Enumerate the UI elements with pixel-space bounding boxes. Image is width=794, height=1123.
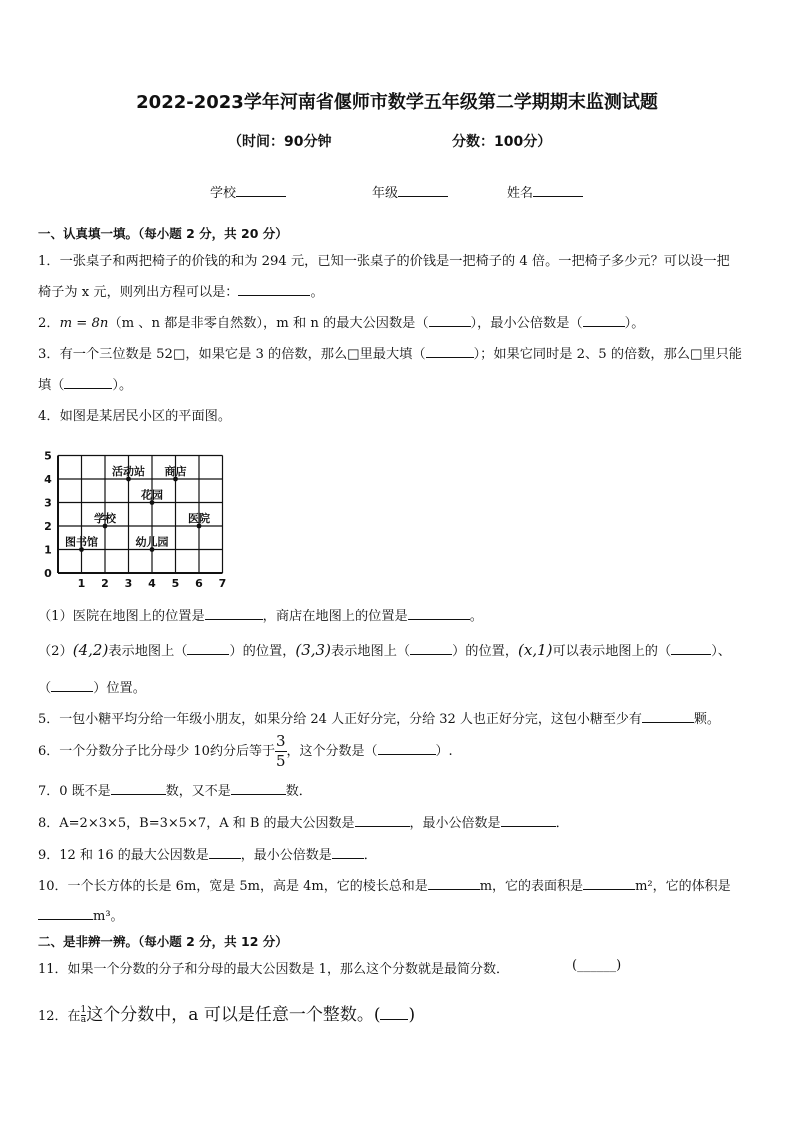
x-tick-label: 4 [148, 577, 156, 590]
x-tick-label: 1 [77, 577, 86, 590]
exam-time: （时间：90分钟 [228, 134, 332, 150]
coordinate-3-3: (3,3) [295, 641, 331, 659]
coordinate-4-2: (4,2) [72, 641, 109, 659]
place-label: 幼儿园 [135, 535, 169, 549]
place-label: 学校 [94, 512, 116, 525]
y-tick-label: 2 [44, 520, 52, 533]
answer-blank[interactable] [209, 845, 241, 859]
community-map [40, 440, 240, 590]
answer-blank[interactable] [380, 1002, 408, 1020]
place-label: 花园 [141, 488, 163, 502]
place-label: 商店 [164, 465, 187, 478]
answer-blank[interactable] [64, 375, 112, 389]
name-label: 姓名 [507, 186, 534, 201]
school-label: 学校 [210, 186, 237, 201]
y-tick-label: 1 [44, 543, 52, 557]
question-1-line-1: 1．一张桌子和两把椅子的价钱的和为 294 元，已知一张桌子的价钱是一把椅子的 4 倍。一把椅子多少元？可以设一把 [38, 254, 730, 269]
y-tick-label: 3 [44, 496, 52, 510]
question-5: 5．一包小糖平均分给一年级小朋友，如果分给 24 人正好分完，分给 32 人也正好分完，这包小糖至少有 颗。 [38, 708, 720, 727]
grade-blank[interactable] [398, 183, 448, 197]
answer-blank[interactable] [410, 641, 452, 655]
question-4-intro: 4．如图是某居民小区的平面图。 [38, 409, 232, 424]
grade-field[interactable] [372, 182, 448, 201]
question-3-line-1: 3．有一个三位数是 52□，如果它是 3 的倍数，那么□里最大填（ ）；如果它同时是 2、5 的倍数，那么□里只能 [38, 343, 742, 362]
question-10-line-2: m³。 [38, 905, 124, 924]
map-places [65, 464, 210, 552]
answer-blank[interactable] [642, 709, 694, 723]
answer-blank[interactable] [378, 741, 436, 755]
answer-blank[interactable] [428, 876, 480, 890]
answer-blank[interactable] [111, 781, 166, 795]
fraction-three-fifths: $\frac{3}{5}$ [275, 732, 286, 770]
page-title: 2022-2023学年河南省偃师市数学五年级第二学期期末监测试题 [136, 92, 658, 113]
answer-blank[interactable] [426, 344, 474, 358]
answer-blank[interactable] [205, 606, 263, 620]
question-3-line-2: 填（ ）。 [38, 374, 132, 393]
question-2: 2．m = 8n（m 、n 都是非零自然数），m 和 n 的最大公因数是（ ），最小公倍数是（ ）。 [38, 312, 644, 331]
question-4-part-2-line-2: （ ）位置。 [38, 677, 146, 696]
answer-blank[interactable] [355, 813, 410, 827]
question-11: 11．如果一个分数的分子和分母的最大公因数是 1，那么这个分数就是最简分数． [38, 962, 509, 977]
answer-blank[interactable] [332, 845, 364, 859]
math-expression: m = 8n [59, 316, 109, 331]
place-label: 图书馆 [65, 535, 98, 549]
fraction-one-over-a: $\frac{1}{a}$ [80, 1005, 87, 1025]
section-2-heading: 二、是非辨一辨。（每小题 2 分，共 12 分） [38, 934, 288, 949]
question-1-line-2: 椅子为 x 元，则列出方程可以是： 。 [38, 281, 324, 300]
name-field[interactable] [507, 182, 583, 201]
x-tick-label: 3 [124, 577, 133, 590]
answer-blank[interactable] [231, 781, 286, 795]
school-blank[interactable] [236, 183, 286, 197]
question-10-line-1: 10．一个长方体的长是 6m，宽是 5m，高是 4m，它的棱长总和是 m，它的表面积是 m²，它的体积是 [38, 875, 731, 894]
place-label: 医院 [188, 512, 210, 525]
name-blank[interactable] [533, 183, 583, 197]
answer-blank[interactable] [583, 313, 625, 327]
place-label: 活动站 [112, 465, 145, 478]
question-12: 12．在 $\frac{1}{a}$ 这个分数中，a 可以是任意一个整数。( ) [38, 1000, 415, 1025]
school-field[interactable] [210, 182, 286, 201]
question-4-part-1: （1）医院在地图上的位置是 ，商店在地图上的位置是 。 [38, 605, 483, 624]
question-11-answer-blank[interactable]: (______) [572, 958, 622, 973]
answer-blank[interactable] [51, 678, 93, 692]
grade-label: 年级 [372, 186, 399, 201]
answer-blank[interactable] [187, 641, 229, 655]
y-tick-label: 5 [44, 449, 52, 463]
x-tick-label: 0 [44, 567, 52, 580]
question-4-part-2: （2）(4,2)表示地图上（ ）的位置，(3,3)表示地图上（ ）的位置，(x,1)可以表示地图上的（ ）、 [38, 641, 731, 659]
coordinate-x-1: (x,1) [518, 641, 553, 659]
answer-blank[interactable] [38, 906, 93, 920]
x-tick-label: 2 [101, 577, 109, 590]
y-tick-label: 4 [44, 473, 52, 486]
section-1-heading: 一、认真填一填。（每小题 2 分，共 20 分） [38, 226, 288, 241]
question-9: 9．12 和 16 的最大公因数是 ，最小公倍数是 ． [38, 844, 377, 863]
answer-blank[interactable] [238, 282, 310, 296]
answer-blank[interactable] [501, 813, 556, 827]
question-7: 7．0 既不是 数，又不是 数． [38, 780, 312, 799]
answer-blank[interactable] [583, 876, 635, 890]
x-tick-label: 6 [195, 577, 203, 590]
question-8: 8．A=2×3×5，B=3×5×7，A 和 B 的最大公因数是 ，最小公倍数是 ． [38, 812, 569, 831]
x-tick-label: 5 [171, 577, 180, 590]
answer-blank[interactable] [671, 641, 711, 655]
exam-score: 分数：100分） [452, 134, 552, 150]
question-6: 6．一个分数分子比分母少 10约分后等于 $\frac{3}{5}$ ，这个分数是（ ）. [38, 732, 453, 770]
x-tick-label: 7 [218, 577, 227, 590]
answer-blank[interactable] [429, 313, 471, 327]
answer-blank[interactable] [408, 606, 470, 620]
